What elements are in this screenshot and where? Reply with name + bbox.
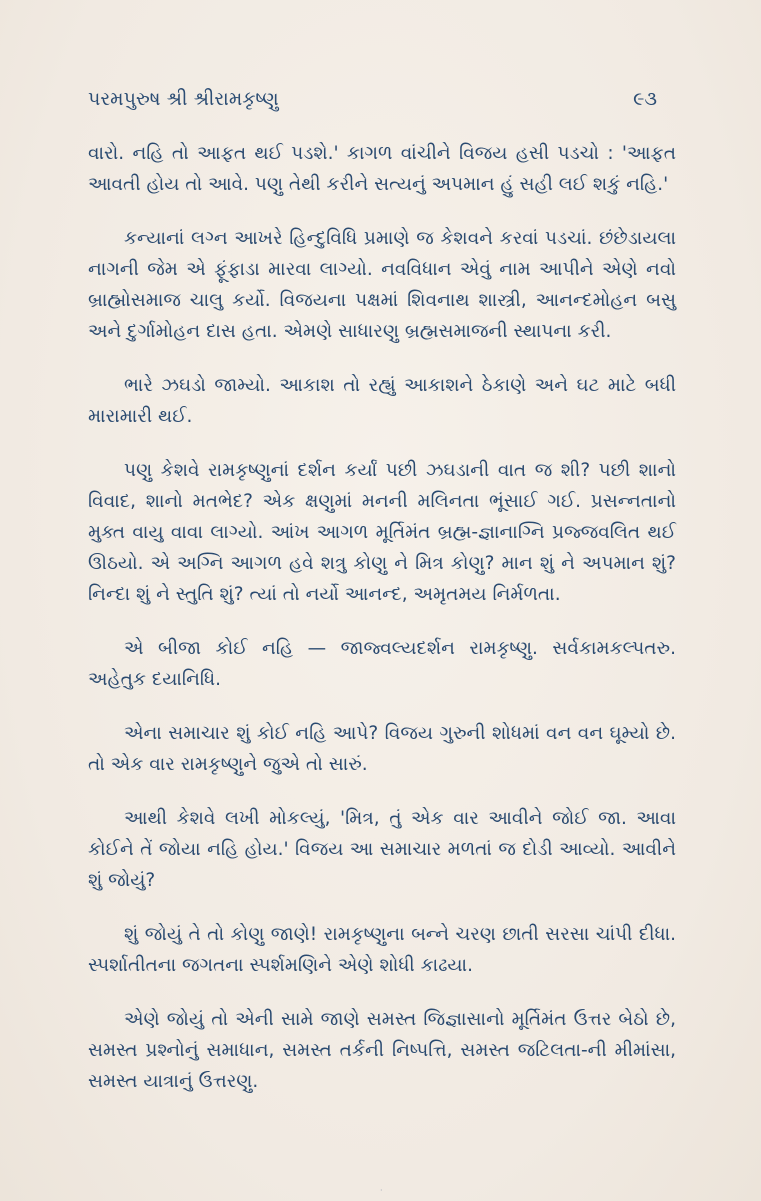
- print-speck: ·: [380, 1186, 383, 1195]
- paragraph: આથી કેશવે લખી મોકલ્યું, 'મિત્ર, તું એક વાર આવીને જોઈ જા. આવા કોઈને તેં જોયા નહિ હોય.' વિજય આ સમાચાર મળતાં જ દોડી આવ્યો. આવીને શું જોયું?: [88, 808, 676, 891]
- paragraph: પણુ કેશવે રામકૃષ્ણુનાં દર્શન કર્યાં પછી ઝઘડાની વાત જ શી? પછી શાનો વિવાદ, શાનો મતભેદ? એક ક્ષણુમાં મનની મલિનતા ભૂંસાઈ ગઈ. પ્રસન્નતાનો મુક્ત વાયુ વાવા લાગ્યો. આંખ આગળ મૂર્તિમંત બ્રહ્મ-જ્ઞાનાગ્નિ પ્રજ્જવલિત થઈ ઊઠયો. એ અગ્નિ આગળ હવે શત્રુ કોણુ ને મિત્ર કોણુ? માન શું ને અપમાન શું? નિન્દા શું ને સ્તુતિ શું? ત્યાં તો નર્યો આનન્દ, અમૃતમય નિર્મળતા.: [88, 460, 676, 605]
- running-title: પરમપુરુષ શ્રી શ્રીરામકૃષ્ણુ: [88, 88, 279, 110]
- body-text: [88, 138, 676, 1120]
- page-header: [88, 88, 657, 118]
- paragraph: એના સમાચાર શું કોઈ નહિ આપે? વિજય ગુરુની શોધમાં વન વન ઘૂમ્યો છે. તો એક વાર રામકૃષ્ણુને જુએ તો સારું.: [88, 723, 676, 775]
- paragraph: એ બીજા કોઈ નહિ — જાજ્વલ્યદર્શન રામકૃષ્ણુ. સર્વકામકલ્પતરુ. અહેતુક દયાનિધિ.: [88, 638, 676, 690]
- paragraph: એણે જોયું તો એની સામે જાણે સમસ્ત જિજ્ઞાસાનો મૂર્તિમંત ઉત્તર બેઠો છે, સમસ્ત પ્રશ્નોનું સમાધાન, સમસ્ત તર્કની નિષ્પત્તિ, સમસ્ત જટિલતા-ની મીમાંસા, સમસ્ત યાત્રાનું ઉત્તરણુ.: [88, 1009, 676, 1092]
- page-number: ૯૩: [633, 88, 657, 110]
- paragraph: વારો. નહિ તો આફત થઈ પડશે.' કાગળ વાંચીને વિજય હસી પડચો : 'આફત આવતી હોય તો આવે. પણુ તેથી કરીને સત્યનું અપમાન હું સહી લઈ શકું નહિ.': [88, 143, 676, 195]
- paragraph: ભારે ઝઘડો જામ્યો. આકાશ તો રહ્યું આકાશને ઠેકાણે અને ઘટ માટે બધી મારામારી થઈ.: [88, 375, 676, 427]
- paragraph: શું જોયું તે તો કોણુ જાણે! રામકૃષ્ણુના બન્ને ચરણ છાતી સરસા ચાંપી દીધા. સ્પર્શાતીતના જગતના સ્પર્શમણિને એણે શોધી કાઢયા.: [88, 924, 676, 976]
- paragraph: કન્યાનાં લગ્ન આખરે હિન્દુવિધિ પ્રમાણે જ કેશવને કરવાં પડચાં. છંછેડાયલા નાગની જેમ એ ફૂંફાડા મારવા લાગ્યો. નવવિધાન એવું નામ આપીને એણે નવો બ્રાહ્મોસમાજ ચાલુ કર્યો. વિજયના પક્ષમાં શિવનાથ શાસ્ત્રી, આનન્દમોહન બસુ અને દુર્ગામોહન દાસ હતા. એમણે સાધારણુ બ્રહ્મસમાજની સ્થાપના કરી.: [88, 228, 676, 342]
